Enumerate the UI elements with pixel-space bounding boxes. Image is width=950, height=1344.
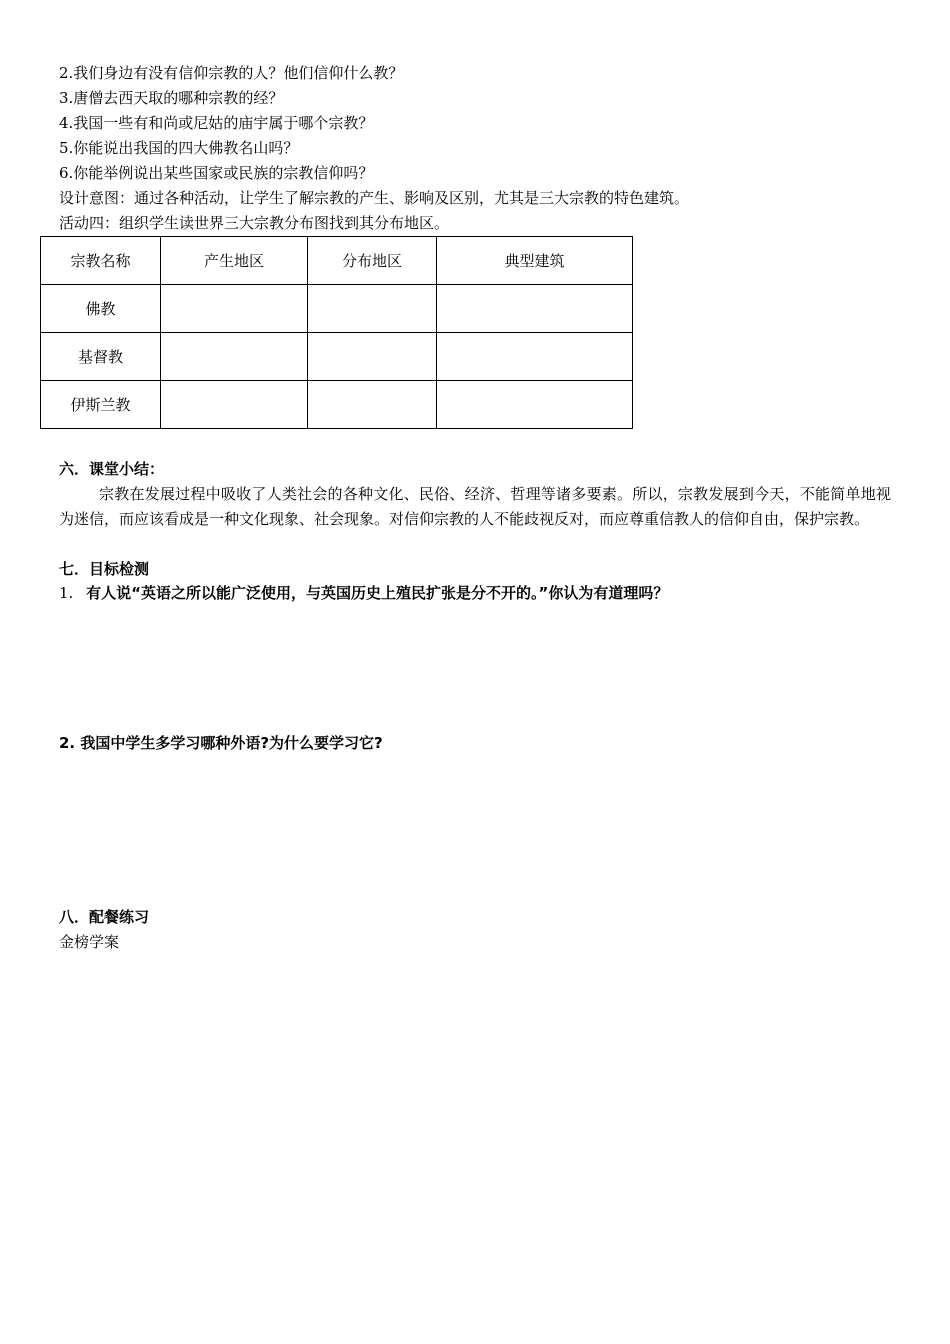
- target-question-1: [59, 581, 668, 606]
- row-label-islam: 伊斯兰教: [41, 381, 161, 429]
- question-3: 3.唐僧去西天取的哪种宗教的经？: [59, 89, 284, 107]
- table-cell: [308, 381, 437, 429]
- table-cell: [437, 285, 633, 333]
- header-origin-region: 产生地区: [161, 237, 308, 285]
- section-six-title: 六．课堂小结：: [59, 460, 165, 478]
- table-row: [41, 285, 633, 333]
- design-intent: 设计意图：通过各种活动，让学生了解宗教的产生、影响及区别，尤其是三大宗教的特色建筑。: [59, 189, 690, 207]
- table-cell: [308, 333, 437, 381]
- table-cell: [161, 285, 308, 333]
- row-label-buddhism: 佛教: [41, 285, 161, 333]
- header-distribution-region: 分布地区: [308, 237, 437, 285]
- table-cell: [161, 333, 308, 381]
- question-5: 5.你能说出我国的四大佛教名山吗？: [59, 139, 299, 157]
- question-4: 4.我国一些有和尚或尼姑的庙宇属于哪个宗教？: [59, 114, 374, 132]
- section-eight-title: 八．配餐练习: [59, 908, 150, 926]
- table-row: [41, 381, 633, 429]
- table-cell: [161, 381, 308, 429]
- table-header-row: [41, 237, 633, 285]
- activity-four: 活动四：组织学生读世界三大宗教分布图找到其分布地区。: [59, 214, 450, 232]
- table-cell: [437, 381, 633, 429]
- target-question-1-number: 1.: [59, 584, 74, 602]
- table-row: [41, 333, 633, 381]
- table-cell: [308, 285, 437, 333]
- question-2: 2.我们身边有没有信仰宗教的人？他们信仰什么教？: [59, 64, 404, 82]
- question-6: 6.你能举例说出某些国家或民族的宗教信仰吗？: [59, 164, 374, 182]
- header-religion-name: 宗教名称: [41, 237, 161, 285]
- section-eight-text: 金榜学案: [59, 933, 120, 951]
- target-question-1-text: 有人说“英语之所以能广泛使用，与英国历史上殖民扩张是分不开的。”你认为有道理吗？: [86, 584, 669, 602]
- header-typical-building: 典型建筑: [437, 237, 633, 285]
- section-six-summary: 宗教在发展过程中吸收了人类社会的各种文化、民俗、经济、哲理等诸多要素。所以，宗教发展到今天，不能简单地视为迷信，而应该看成是一种文化现象、社会现象。对信仰宗教的人不能歧视反对，而应尊重信教人的信仰自由，保护宗教。: [59, 485, 891, 528]
- section-seven-title: 七．目标检测: [59, 560, 150, 578]
- table-cell: [437, 333, 633, 381]
- religion-table: [40, 236, 633, 429]
- target-question-2: 2. 我国中学生多学习哪种外语?为什么要学习它?: [59, 734, 383, 752]
- row-label-christianity: 基督教: [41, 333, 161, 381]
